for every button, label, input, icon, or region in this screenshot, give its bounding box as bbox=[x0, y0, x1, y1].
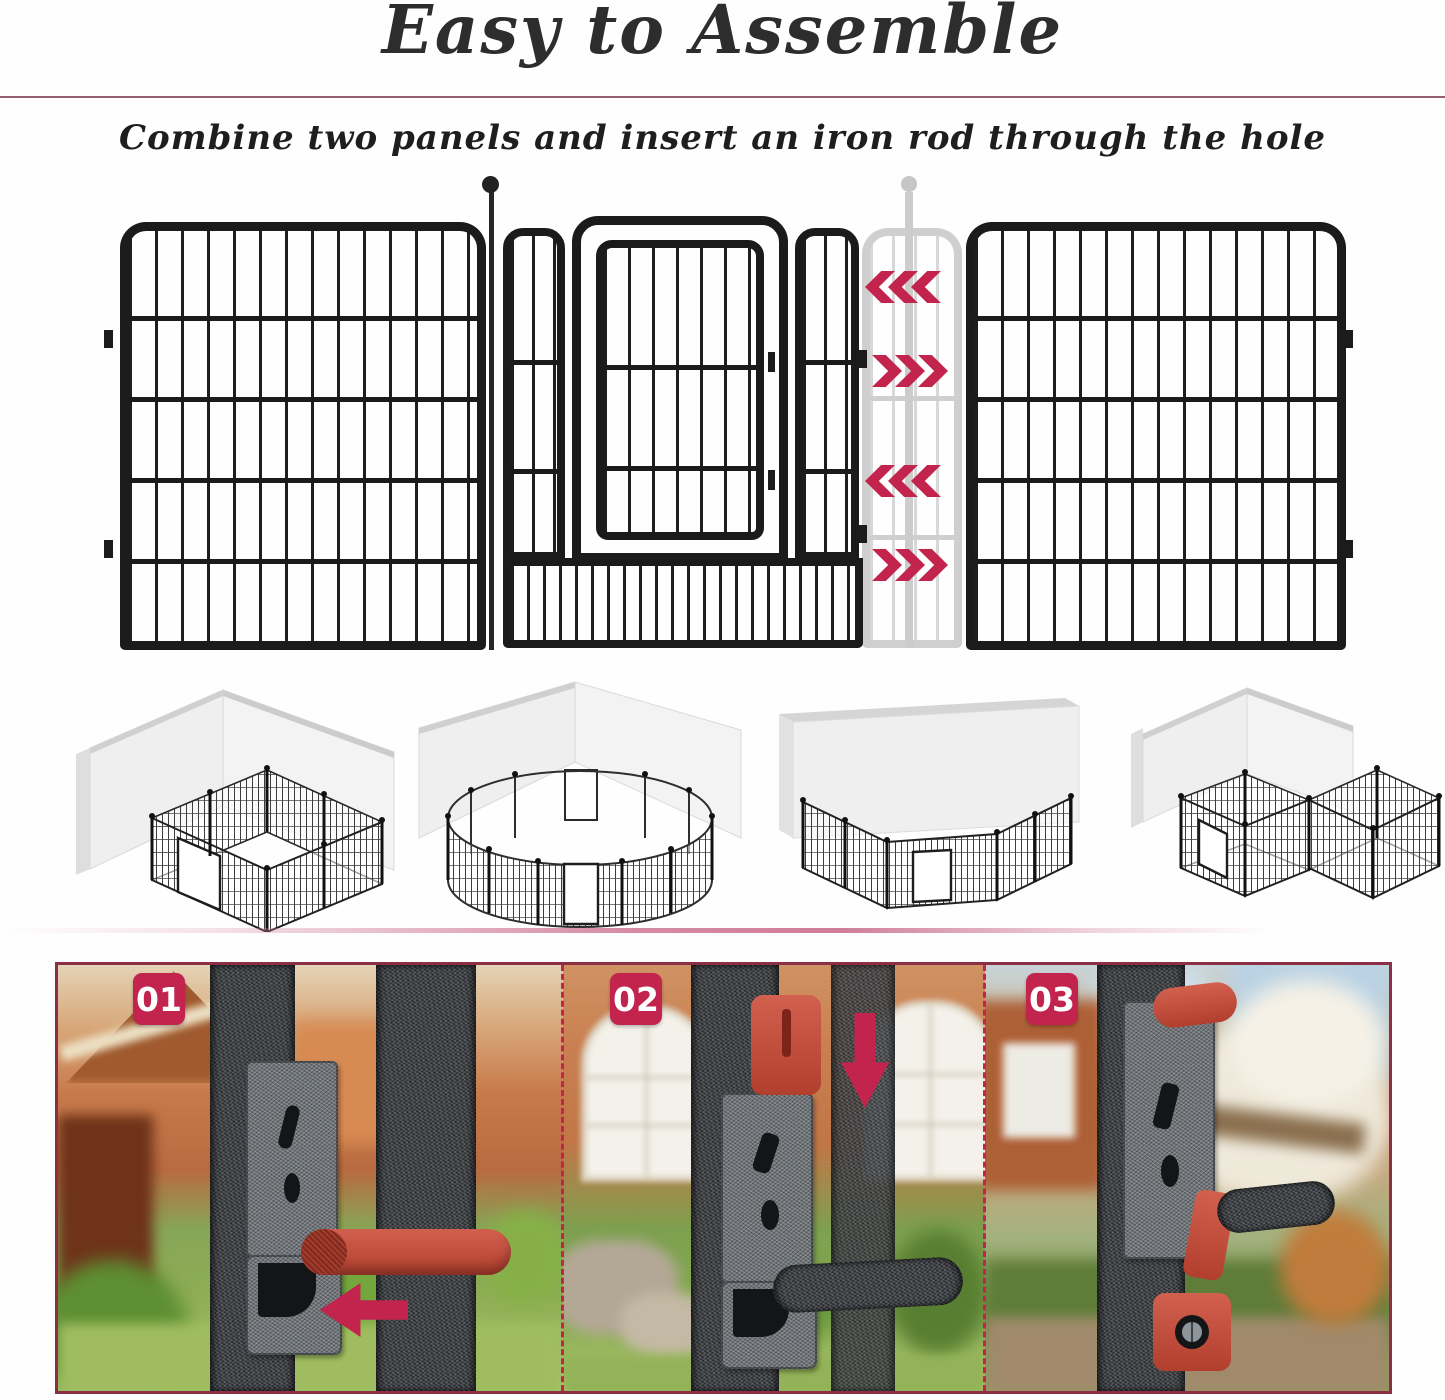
connector-bracket bbox=[721, 1093, 813, 1283]
door-side-panel-left bbox=[503, 228, 565, 560]
ghost-rod-ball-icon bbox=[901, 176, 917, 192]
connector-tab bbox=[104, 330, 113, 348]
fence-panel-left bbox=[120, 222, 486, 650]
iron-rod bbox=[489, 192, 494, 650]
connector-tab bbox=[858, 350, 867, 368]
assembly-steps-photo-strip bbox=[55, 962, 1392, 1394]
door-side-panel-right bbox=[795, 228, 859, 560]
connector-slot bbox=[782, 1009, 791, 1057]
bracket-hole bbox=[1161, 1155, 1179, 1187]
fence-panel-right bbox=[966, 222, 1346, 650]
gate-door bbox=[596, 240, 764, 540]
chevron-left-arrows-icon bbox=[872, 271, 941, 303]
config-circular-pen bbox=[405, 670, 755, 932]
gate-latch-slot bbox=[768, 352, 775, 372]
instruction-subtitle: Combine two panels and insert an iron rod through the hole bbox=[118, 118, 1327, 158]
step-separator-dashed-line bbox=[561, 965, 564, 1391]
step-3-badge: 03 bbox=[1026, 973, 1078, 1025]
connector-bracket bbox=[246, 1061, 338, 1257]
config-l-pen-corner bbox=[1095, 670, 1443, 932]
chevron-right-arrows-icon bbox=[872, 355, 941, 387]
page-title: Easy to Assemble bbox=[381, 0, 1064, 69]
connector-tab bbox=[858, 525, 867, 543]
rod-end-cap bbox=[301, 1229, 347, 1275]
connector-tab bbox=[1344, 540, 1353, 558]
door-bottom-skirt bbox=[503, 558, 863, 648]
step-2-photo bbox=[563, 965, 985, 1391]
gate-latch-slot bbox=[768, 470, 775, 490]
connector-tab bbox=[104, 540, 113, 558]
window bbox=[1003, 1043, 1075, 1138]
connector-tab bbox=[1344, 330, 1353, 348]
bottom-plate-screw bbox=[1182, 1322, 1202, 1342]
bracket-hole bbox=[284, 1173, 300, 1203]
fence-pole bbox=[376, 965, 476, 1391]
step-separator-dashed-line bbox=[983, 965, 986, 1391]
step-2-badge: 02 bbox=[610, 973, 662, 1025]
chevron-right-arrows-icon bbox=[872, 549, 941, 581]
dark-iron-rod bbox=[772, 1256, 964, 1314]
rod-ball-icon bbox=[482, 176, 499, 193]
step-1-photo bbox=[58, 965, 563, 1391]
bracket-hole bbox=[761, 1200, 779, 1230]
step-1-badge: 01 bbox=[133, 973, 185, 1025]
shrub bbox=[1280, 1210, 1389, 1325]
pink-accent-line bbox=[0, 928, 1445, 933]
config-rect-pen-corner bbox=[60, 670, 410, 932]
blossom-tree bbox=[1230, 980, 1385, 1105]
fence-assembly-illustration bbox=[0, 0, 1445, 660]
step-3-photo bbox=[985, 965, 1389, 1391]
config-u-pen-against-wall bbox=[745, 670, 1103, 932]
chevron-left-arrows-icon bbox=[872, 465, 941, 497]
